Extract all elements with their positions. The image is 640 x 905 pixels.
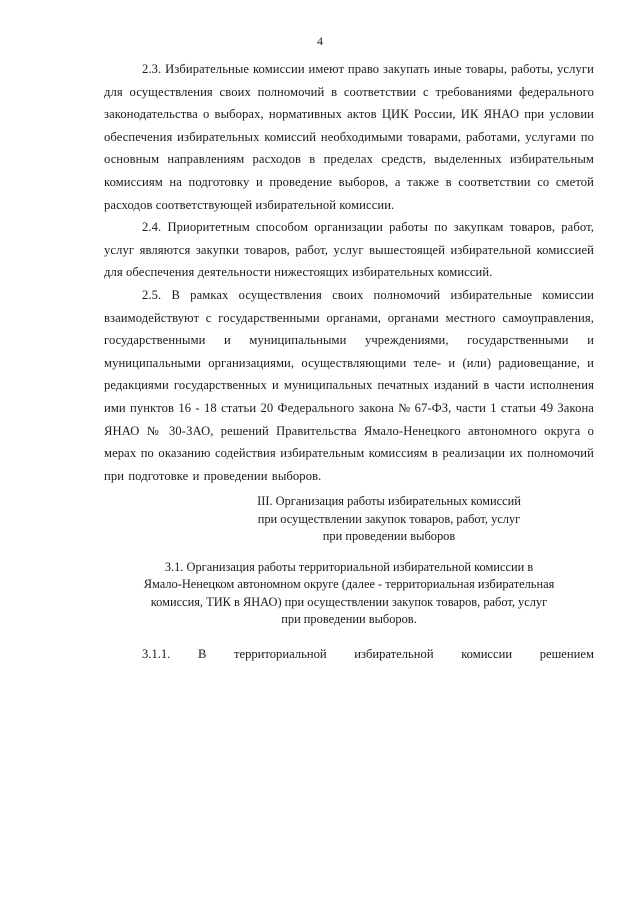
- subsection-3-1-line: при проведении выборов.: [281, 612, 417, 627]
- subsection-3-1-line: 3.1. Организация работы территориальной избирательной комиссии в: [164, 559, 534, 574]
- paragraph-2-3: 2.3. Избирательные комиссии имеют право закупать иные товары, работы, услуги для осуществления своих полномочий в соответствии с требованиями федерального законодательства о выборах, нормативных актов ЦИК России, ИК ЯНАО при условии обеспечения избирательных комиссий необходимыми товарами, работами, услугами по основным направлениям расходов в пределах средств, выделенных избирательным комиссиям на подготовку и проведение выборов, а также в соответствии со сметой расходов соответствующей избирательной комиссии.: [104, 62, 594, 212]
- section-3-heading-line: III. Организация работы избирательных комиссий: [257, 494, 521, 509]
- paragraph-2-4: 2.4. Приоритетным способом организации работы по закупкам товаров, работ, услуг являются закупки товаров, работ, услуг вышестоящей избирательной комиссией для обеспечения деятельности нижестоящих избирательных комиссий.: [104, 220, 594, 280]
- section-3-heading-line: при проведении выборов: [322, 529, 456, 544]
- paragraph-3-1-1-word: территориальной: [234, 646, 327, 661]
- paragraph-2-5: 2.5. В рамках осуществления своих полномочий избирательные комиссии взаимодействуют с государственными органами, органами местного самоуправления, государственными и муниципальными учреждениями, государственными и муниципальными организациями, осуществляющими теле- и (или) радиовещание, и редакциями государственных и муниципальных печатных изданий в части исполнения ими пунктов 16 - 18 статьи 20 Федерального закона № 67-ФЗ, части 1 статьи 49 Закона ЯНАО № 30-ЗАО, решений Правительства Ямало-Ненецкого автономного округа о мерах по оказанию содействия избирательным комиссиям в реализации их полномочий при подготовке и проведении выборов.: [104, 287, 594, 483]
- section-3-heading: [104, 493, 594, 546]
- document-body: [104, 58, 594, 665]
- paragraph-3-1-1-word: решением: [539, 646, 594, 661]
- subsection-3-1-heading: [104, 559, 594, 629]
- paragraph-3-1-1-word: 3.1.1.: [142, 646, 171, 661]
- section-3-heading-line: при осуществлении закупок товаров, работ, услуг: [257, 511, 521, 526]
- paragraph-3-1-1-word: В: [197, 646, 207, 661]
- paragraph-3-1-1-first-line: [104, 643, 594, 665]
- paragraph-3-1-1-word: комиссии: [461, 646, 513, 661]
- subsection-3-1-line: комиссия, ТИК в ЯНАО) при осуществлении закупок товаров, работ, услуг: [150, 594, 548, 609]
- page-number: 4: [317, 34, 323, 48]
- paragraph-3-1-1-word: избирательной: [354, 646, 434, 661]
- subsection-3-1-line: Ямало-Ненецком автономном округе (далее - территориальная избирательная: [143, 577, 555, 592]
